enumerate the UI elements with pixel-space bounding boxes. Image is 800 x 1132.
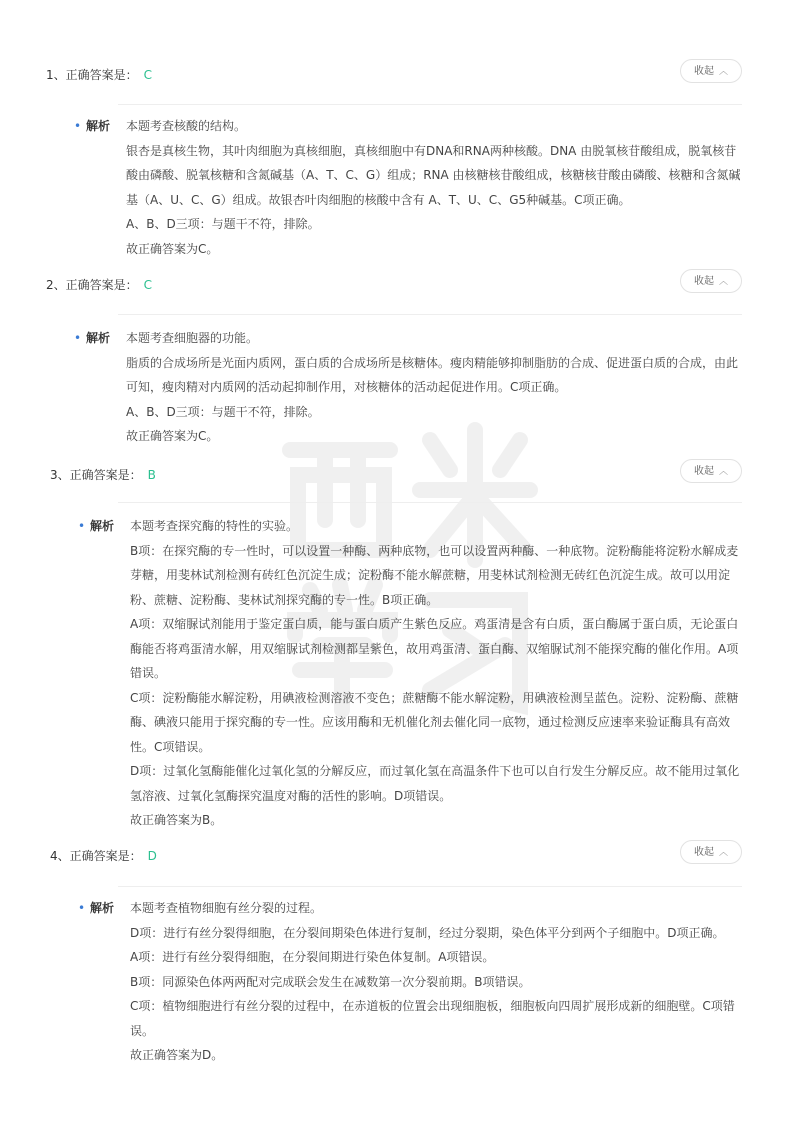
analysis-line: A项：进行有丝分裂得细胞，在分裂间期进行染色体复制。A项错误。 [130,950,495,964]
question-2-title: 2、正确答案是： C [46,278,153,292]
bullet-icon: • [78,519,86,533]
analysis-line: 银杏是真核生物，其叶肉细胞为真核细胞，真核细胞中有DNA和RNA两种核酸。DNA 由脱氧核苷酸组成，脱氧核苷酸由磷酸、脱氧核糖和含氮碱基（A、T、C、G）组成；RNA 由核糖核苷酸组成，核糖核苷酸由磷酸、核糖和含氮碱基（A、U、C、G）组成。故银杏叶肉细胞的核酸中含有 A、T、U、C、G5种碱基。C项正确。 [126,143,741,207]
chevron-up-icon: ︿ [718,277,728,287]
question-3-title: 3、正确答案是： B [50,468,156,482]
bullet-icon: • [78,901,86,915]
analysis-line: 本题考查探究酶的特性的实验。 [130,519,299,533]
question-4-collapse-button[interactable]: 收起 ︿ [680,840,742,864]
question-2-header [0,269,800,301]
question-4-header [0,840,800,872]
divider [118,886,742,887]
question-4-title: 4、正确答案是： D [50,849,157,863]
bullet-icon: • [74,119,82,133]
question-4-analysis [78,896,750,1068]
question-3-collapse-button[interactable]: 收起 ︿ [680,459,742,483]
question-2-answer: C [143,278,153,292]
chevron-up-icon: ︿ [718,848,728,858]
analysis-line: D项：进行有丝分裂得细胞，在分裂间期染色体进行复制，经过分裂期，染色体平分到两个子细胞中。D项正确。 [130,925,725,940]
analysis-line: 脂质的合成场所是光面内质网，蛋白质的合成场所是核糖体。瘦肉精能够抑制脂肪的合成、促进蛋白质的合成，由此可知，瘦肉精对内质网的活动起抑制作用，对核糖体的活动起促进作用。C项正确。 [126,355,739,394]
analysis-line: C项：淀粉酶能水解淀粉，用碘液检测溶液不变色；蔗糖酶不能水解淀粉，用碘液检测呈蓝色。淀粉、淀粉酶、蔗糖酶、碘液只能用于探究酶的专一性。应该用酶和无机催化剂去催化同一底物，通过检测反应速率来验证酶具有高效性。C项错误。 [130,690,739,754]
question-3-analysis [78,514,750,833]
analysis-line: A、B、D三项：与题干不符，排除。 [126,404,320,419]
analysis-label: 解析 [90,519,115,533]
analysis-line: D项：过氧化氢酶能催化过氧化氢的分解反应，而过氧化氢在高温条件下也可以自行发生分解反应。故不能用过氧化氢溶液、过氧化氢酶探究温度对酶的活性的影响。D项错误。 [130,764,740,803]
analysis-line: B项：在探究酶的专一性时，可以设置一种酶、两种底物，也可以设置两种酶、一种底物。淀粉酶能将淀粉水解成麦芽糖，用斐林试剂检测有砖红色沉淀生成；淀粉酶不能水解蔗糖，用斐林试剂检测无砖红色沉淀生成。故可以用淀粉、蔗糖、淀粉酶、斐林试剂探究酶的专一性。B项正确。 [130,543,739,607]
bullet-icon: • [74,331,82,345]
analysis-line: B项：同源染色体两两配对完成联会发生在减数第一次分裂前期。B项错误。 [130,974,531,989]
question-2-analysis [74,326,746,449]
question-3-header [0,459,800,491]
divider [118,502,742,503]
question-2-collapse-button[interactable]: 收起 ︿ [680,269,742,293]
analysis-line: A项：双缩脲试剂能用于鉴定蛋白质，能与蛋白质产生紫色反应。鸡蛋清是含有白质，蛋白酶属于蛋白质，无论蛋白酶能否将鸡蛋清水解，用双缩脲试剂检测都呈紫色，故用鸡蛋清、蛋白酶、双缩脲试剂不能探究酶的催化作用。A项错误。 [130,617,739,680]
analysis-label: 解析 [86,119,111,133]
analysis-line: C项：植物细胞进行有丝分裂的过程中，在赤道板的位置会出现细胞板，细胞板向四周扩展形成新的细胞壁。C项错误。 [130,999,735,1038]
question-1-collapse-button[interactable]: 收起 ︿ [680,59,742,83]
analysis-line: A、B、D三项：与题干不符，排除。 [126,217,320,231]
analysis-label: 解析 [90,901,115,915]
question-1-analysis [74,114,746,261]
question-1-title: 1、正确答案是： C [46,68,153,82]
question-1-header [0,59,800,91]
analysis-line: 本题考查核酸的结构。 [126,119,247,133]
divider [118,104,742,105]
analysis-line: 故正确答案为D。 [130,1048,224,1062]
analysis-line: 故正确答案为C。 [126,429,219,443]
chevron-up-icon: ︿ [718,467,728,477]
question-4-answer: D [147,849,157,863]
question-3-answer: B [147,468,156,482]
question-1-answer: C [143,68,153,82]
analysis-line: 故正确答案为B。 [130,813,223,827]
analysis-line: 故正确答案为C。 [126,241,219,256]
divider [118,314,742,315]
analysis-line: 本题考查植物细胞有丝分裂的过程。 [130,901,323,915]
chevron-up-icon: ︿ [718,67,728,77]
analysis-label: 解析 [86,331,111,345]
analysis-line: 本题考查细胞器的功能。 [126,331,259,345]
